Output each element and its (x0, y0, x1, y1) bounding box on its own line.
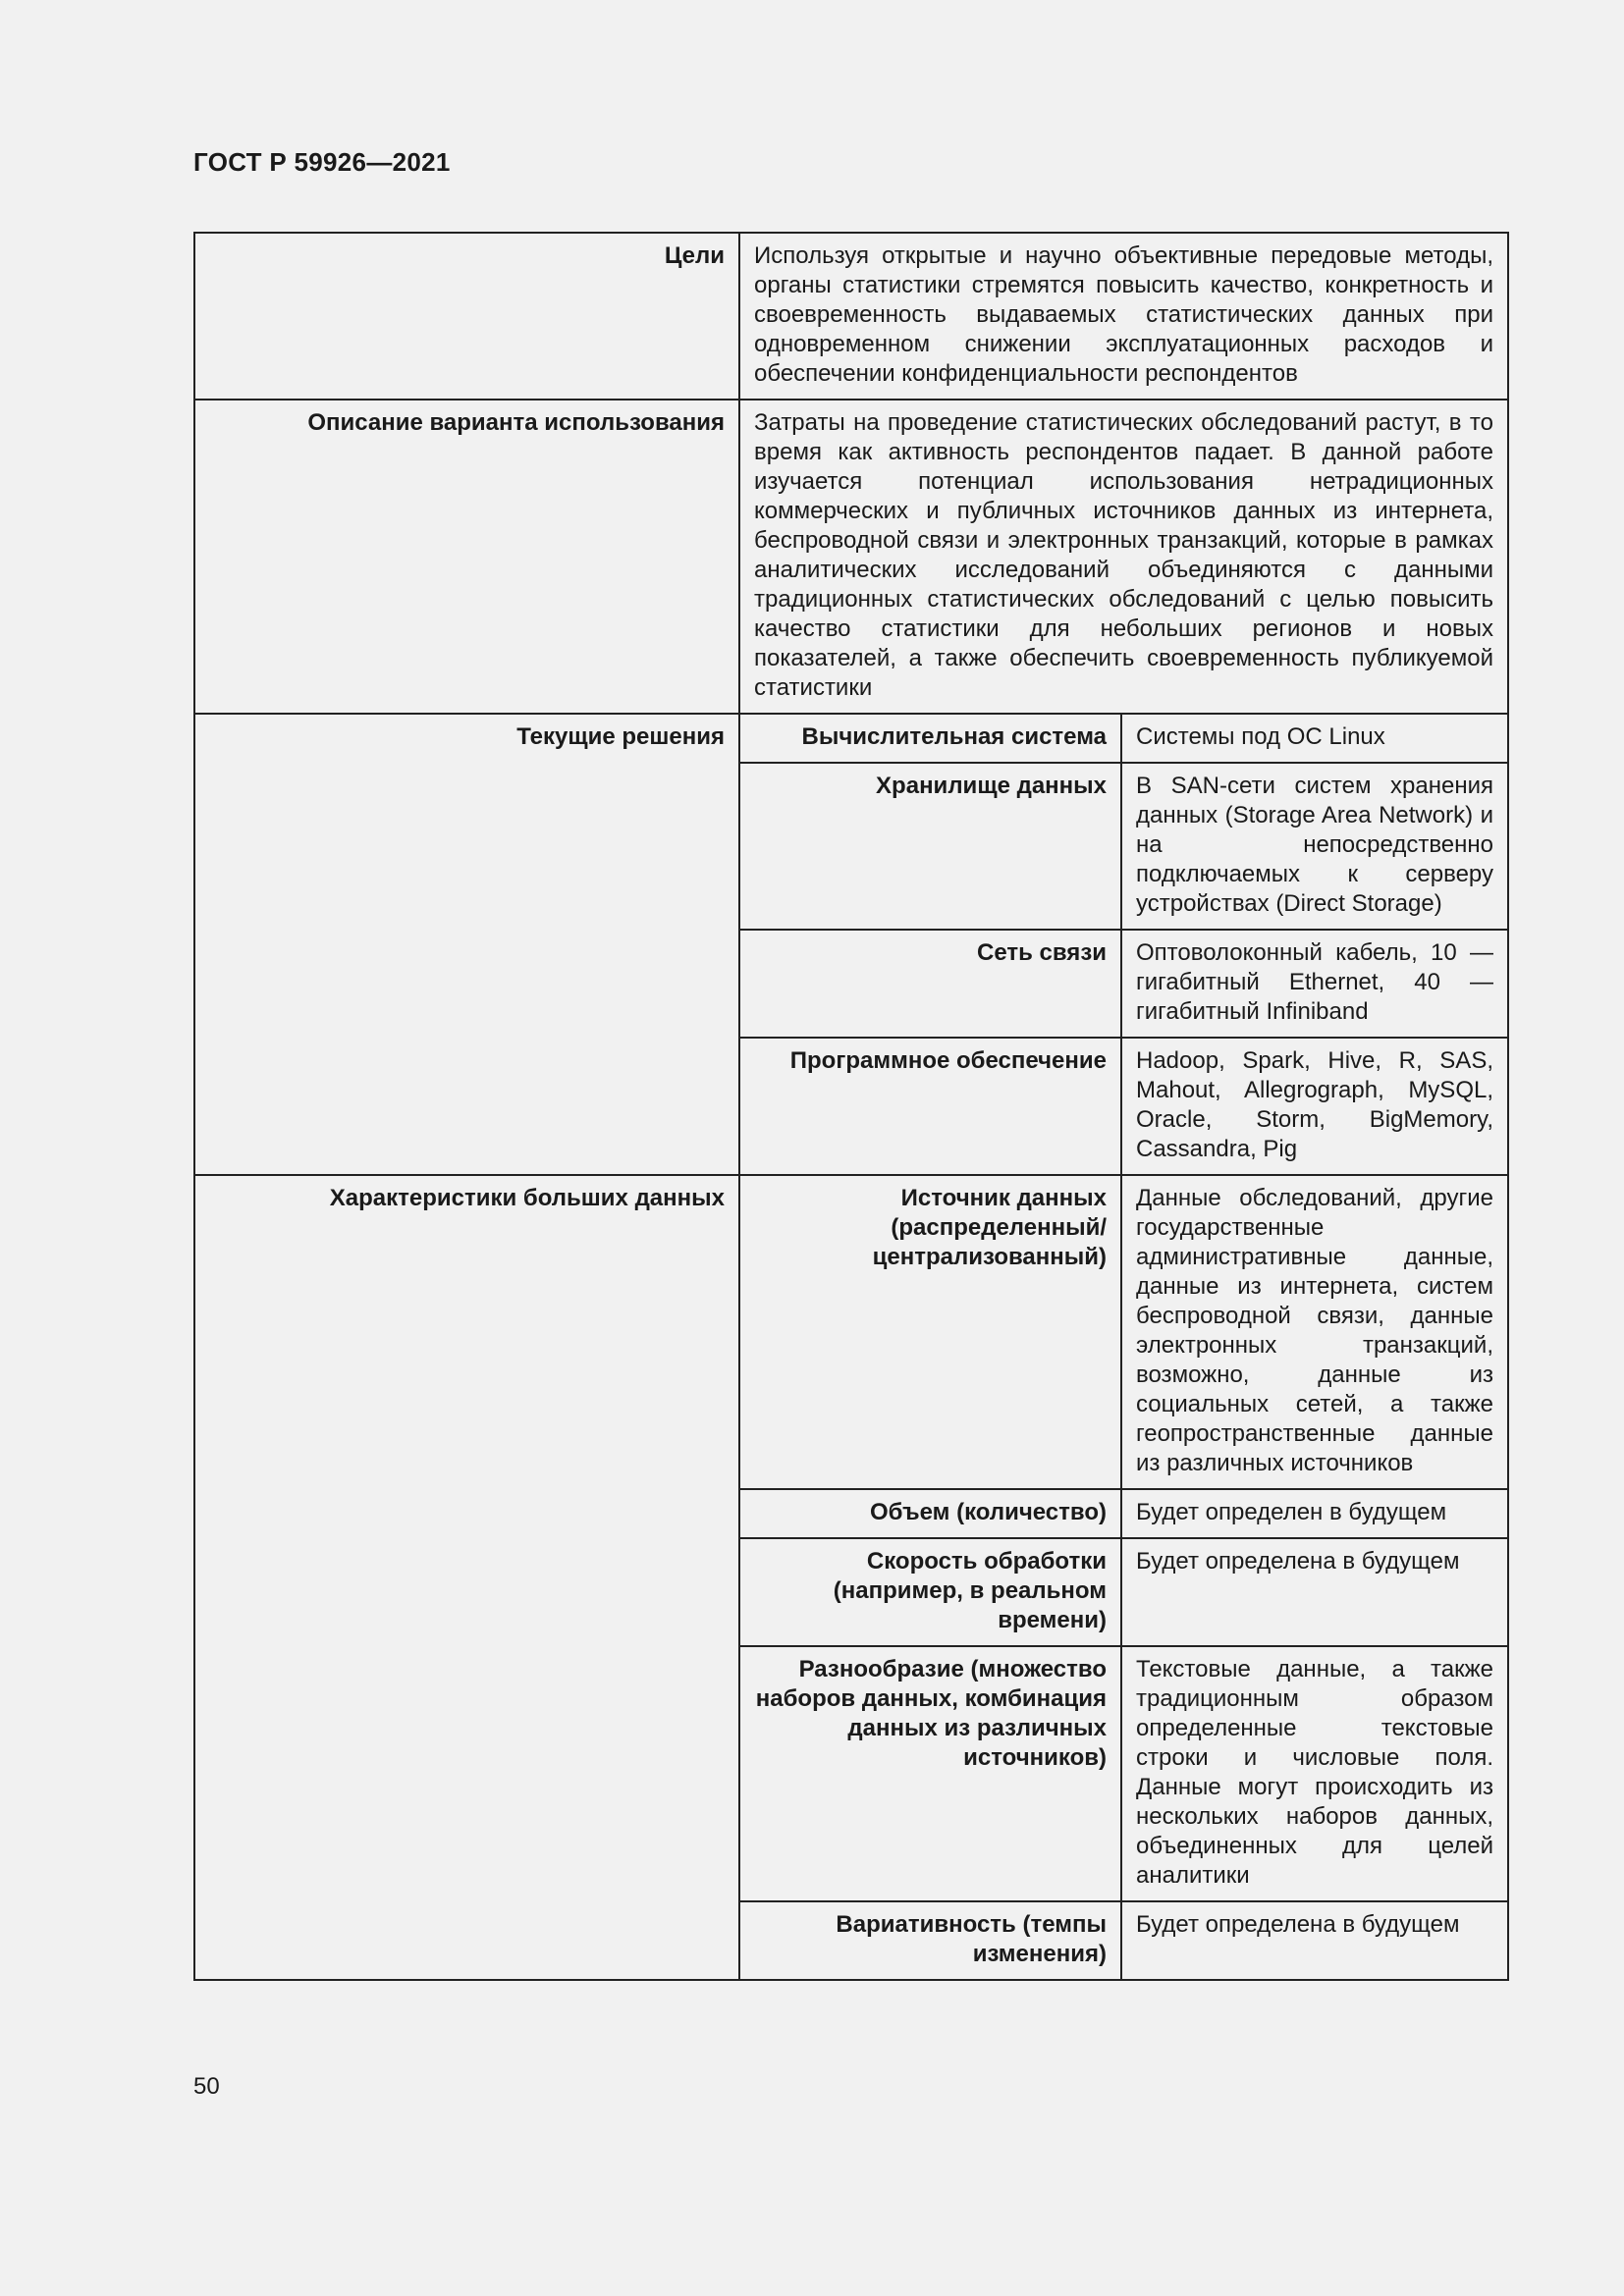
bigdata-value: Текстовые данные, а также традиционным образом определенные текстовые строки и числовые поля. Данные могут происходить из нескольких наборов данных, объединенных для целей аналитики (1121, 1646, 1508, 1901)
bigdata-value: Будет определена в будущем (1121, 1901, 1508, 1980)
use-case-table (193, 232, 1509, 1981)
bigdata-sublabel: Разнообразие (множество наборов данных, комбинация данных из различных источников) (739, 1646, 1121, 1901)
goals-label: Цели (194, 233, 739, 400)
bigdata-value: Данные обследований, другие государственные административные данные, данные из интернета, систем беспроводной связи, данные электронных транзакций, возможно, данные из социальных сетей, а также геопространственные данные из различных источников (1121, 1175, 1508, 1489)
current-sublabel: Хранилище данных (739, 763, 1121, 930)
bigdata-sublabel: Объем (количество) (739, 1489, 1121, 1538)
description-text: Затраты на проведение статистических обследований растут, в то время как активность респондентов падает. В данной работе изучается потенциал использования нетрадиционных коммерческих и публичных источников данных из интернета, беспроводной связи и электронных транзакций, которые в рамках аналитических исследований объединяются с данными традиционных статистических обследований с целью повысить качество статистики для небольших регионов и новых показателей, а также обеспечить своевременность публикуемой статистики (739, 400, 1508, 714)
table-row-bigdata-0 (194, 1175, 1508, 1489)
table-row-description (194, 400, 1508, 714)
bigdata-sublabel: Источник данных (распределенный/ централизованный) (739, 1175, 1121, 1489)
bigdata-characteristics-label: Характеристики больших данных (194, 1175, 739, 1980)
current-sublabel: Сеть связи (739, 930, 1121, 1038)
document-header: ГОСТ Р 59926—2021 (193, 147, 451, 177)
goals-text: Используя открытые и научно объективные передовые методы, органы статистики стремятся повысить качество, конкретность и своевременность выдаваемых статистических данных при одновременном снижении эксплуатационных расходов и обеспечении конфиденциальности респондентов (739, 233, 1508, 400)
current-sublabel: Программное обеспечение (739, 1038, 1121, 1175)
table-row-goals (194, 233, 1508, 400)
bigdata-value: Будет определен в будущем (1121, 1489, 1508, 1538)
current-value: Системы под ОС Linux (1121, 714, 1508, 763)
bigdata-sublabel: Скорость обработки (например, в реальном времени) (739, 1538, 1121, 1646)
description-label: Описание варианта использования (194, 400, 739, 714)
bigdata-sublabel: Вариативность (темпы изменения) (739, 1901, 1121, 1980)
current-value: В SAN-сети систем хранения данных (Storage Area Network) и на непосредственно подключаемых к серверу устройствах (Direct Storage) (1121, 763, 1508, 930)
current-solutions-label: Текущие решения (194, 714, 739, 1175)
page-number: 50 (193, 2073, 220, 2100)
current-value: Hadoop, Spark, Hive, R, SAS, Mahout, Allegrograph, MySQL, Oracle, Storm, BigMemory, Cassandra, Pig (1121, 1038, 1508, 1175)
current-value: Оптоволоконный кабель, 10 — гигабитный Ethernet, 40 — гигабитный Infiniband (1121, 930, 1508, 1038)
current-sublabel: Вычислительная система (739, 714, 1121, 763)
bigdata-value: Будет определена в будущем (1121, 1538, 1508, 1646)
table-row-current-0 (194, 714, 1508, 763)
